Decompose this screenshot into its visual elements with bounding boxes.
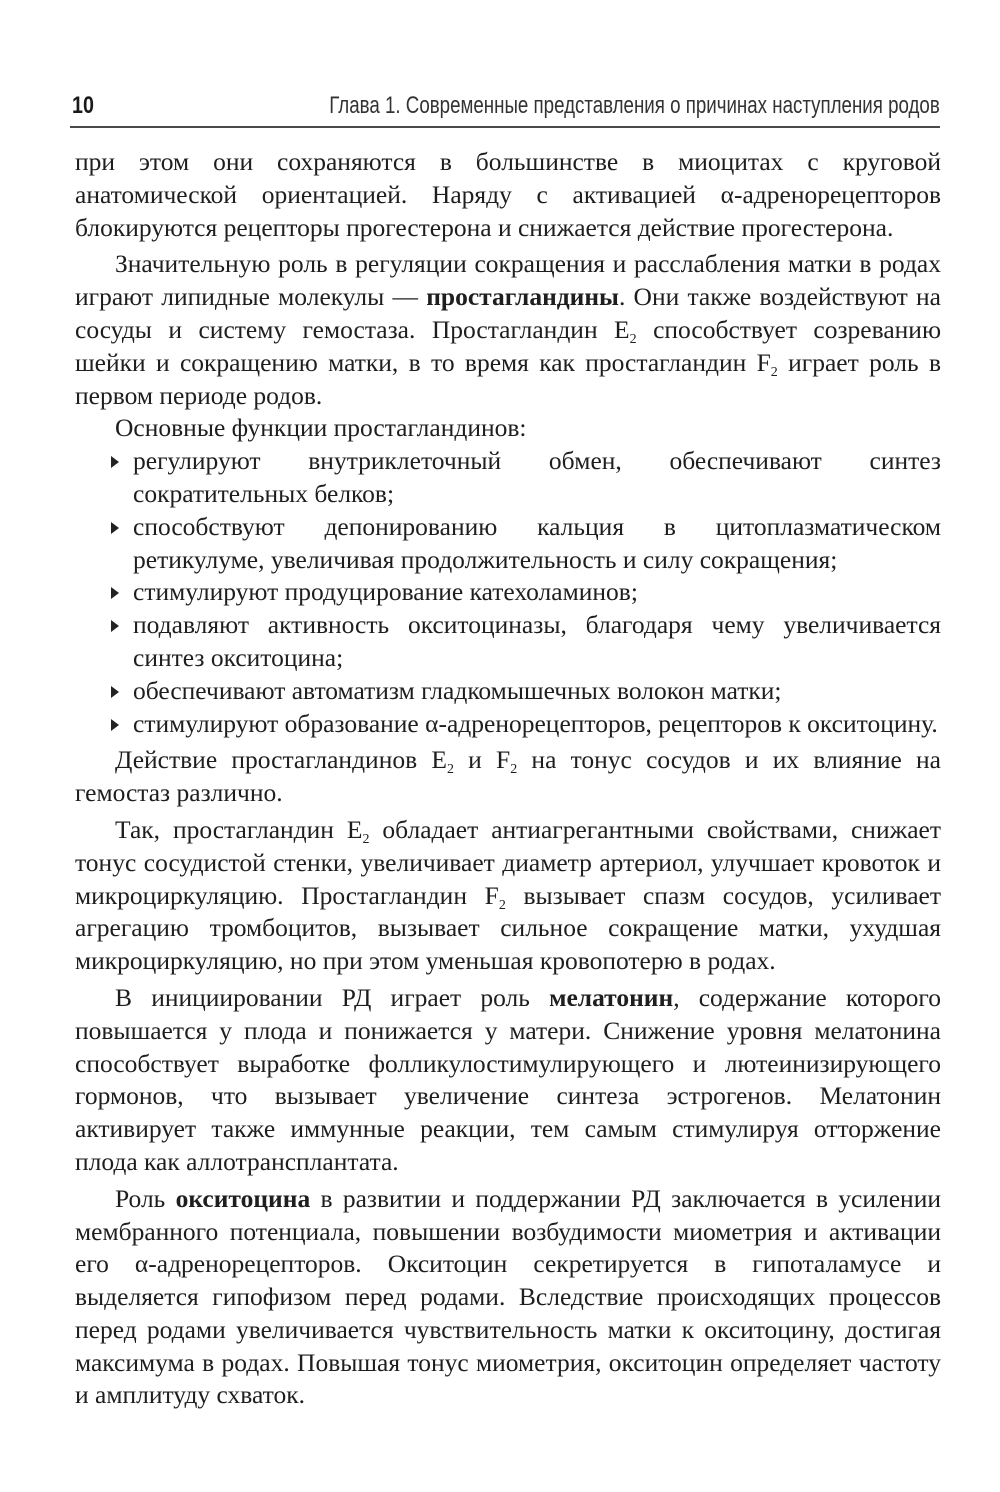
list-item: обеспечивают автоматизм гладкомышечных волокон матки; (133, 675, 941, 708)
page-header (70, 90, 940, 128)
paragraph-continuation: при этом они сохраняются в большинстве в миоцитах с круговой анатомической ориентацией. Наряду с активацией α-адренорецепторов блокируются рецепторы прогестерона и снижается действие прогестерона. (75, 147, 941, 242)
triangle-right-icon (111, 456, 119, 468)
paragraph-melatonin: В инициировании РД играет роль мелатонин, содержание которого повышается у плода и понижается у матери. Снижение уровня мелатонина способствует выработке фолликулостимулирующего и лютеинизирующего гормонов, что вызывает увеличение синтеза эстрогенов. Мелатонин активирует также иммунные реакции, тем самым стимулируя отторжение плода как аллотрансплантата. (75, 982, 941, 1176)
term-melatonin: мелатонин (549, 982, 674, 1012)
list-item: стимулируют образование α-адренорецепторов, рецепторов к окситоцину. (133, 708, 941, 741)
triangle-right-icon (111, 587, 119, 599)
list-item: подавляют активность окситоциназы, благодаря чему увеличивается синтез окситоцина; (133, 609, 941, 675)
triangle-right-icon (111, 686, 119, 698)
list-lead: Основные функции простагландинов: (115, 413, 527, 443)
page-body (75, 146, 941, 1412)
term-oxytocin: окситоцина (175, 1183, 311, 1213)
triangle-right-icon (111, 719, 119, 731)
paragraph-oxytocin: Роль окситоцина в развитии и поддержании РД заключается в усилении мембранного потенциала, повышении возбудимости миометрия и активации его α-адренорецепторов. Окситоцин секретируется в гипоталамусе и выделяется гипофизом перед родами. Вследствие происходящих процессов перед родами увеличивается чувствительность матки к окситоцину, достигая максимума в родах. Повышая тонус миометрия, окситоцин определяет частоту и амплитуду схваток. (75, 1183, 941, 1410)
page-number: 10 (72, 92, 94, 119)
list-item: способствуют депонированию кальция в цитоплазматическом ретикулуме, увеличивая продолжительность и силу сокращения; (133, 511, 941, 577)
functions-list (75, 445, 941, 740)
triangle-right-icon (111, 620, 119, 632)
list-item: стимулируют продуцирование катехоламинов; (133, 576, 941, 609)
triangle-right-icon (111, 522, 119, 534)
list-item: регулируют внутриклеточный обмен, обеспечивают синтез сократительных белков; (133, 445, 941, 511)
paragraph-prostaglandins: Значительную роль в регуляции сокращения и расслабления матки в родах играют липидные молекулы — простагландины. Они также воздействуют на сосуды и систему гемостаза. Простагландин $E_2$ способствует созреванию шейки и сокращению матки, в то время как простагландин $F_2$ играет роль в первом периоде родов. (75, 249, 941, 410)
running-head: Глава 1. Современные представления о причинах наступления родов (329, 92, 940, 119)
term-prostaglandins: простагландины (426, 282, 619, 312)
paragraph-e2-f2-effects: Так, простагландин $E_2$ обладает антиагрегантными свойствами, снижает тонус сосудистой стенки, увеличивает диаметр артериол, улучшает кровоток и микроциркуляцию. Простагландин $F_2$ вызывает спазм сосудов, усиливает агрегацию тромбоцитов, вызывает сильное сокращение матки, ухудшая микроциркуляцию, но при этом уменьшая кровопотерю в родах. (75, 814, 941, 976)
paragraph-vascular-action: Действие простагландинов $E_2$ и $F_2$ на тонус сосудов и их влияние на гемостаз различно. (75, 745, 941, 808)
